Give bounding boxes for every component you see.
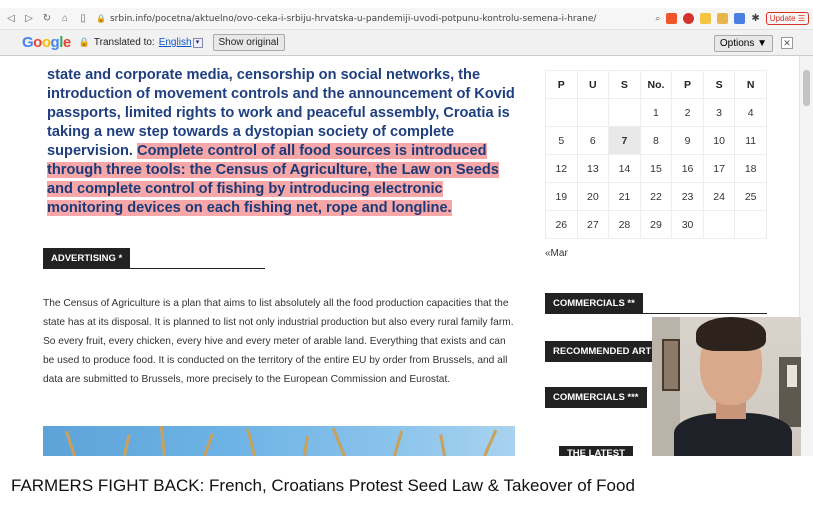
divider <box>545 313 767 314</box>
calendar-day[interactable]: 10 <box>703 127 735 155</box>
calendar-day[interactable]: 26 <box>546 211 578 239</box>
calendar-header-row <box>546 71 767 99</box>
headline-highlight: Complete control of all food sources is introduced through three tools: the Census of Agriculture, the Law on Seeds and complete control of fishing by introducing electronic monitoring devices on each fishing net, rope and longline. <box>47 143 499 216</box>
calendar-week-row <box>546 155 767 183</box>
recommended-articles-label: RECOMMENDED ART <box>545 341 659 362</box>
calendar-day[interactable]: 30 <box>672 211 704 239</box>
show-original-button[interactable]: Show original <box>213 34 285 51</box>
google-translate-bar <box>0 30 813 56</box>
calendar-day[interactable]: 16 <box>672 155 704 183</box>
pencil-extension-icon[interactable] <box>717 13 728 24</box>
calendar-empty-cell <box>546 99 578 127</box>
calendar-day[interactable]: 28 <box>609 211 641 239</box>
the-latest-label: THE LATEST <box>559 446 633 456</box>
weekday-header: No. <box>640 71 672 99</box>
reload-icon[interactable]: ↻ <box>42 13 52 24</box>
calendar-day[interactable]: 6 <box>577 127 609 155</box>
wheat-field-image <box>43 426 515 456</box>
weekday-header: S <box>703 71 735 99</box>
language-link[interactable]: English <box>158 37 192 48</box>
update-button[interactable]: Update ☰ <box>766 12 809 25</box>
options-button[interactable]: Options ▼ <box>714 35 773 52</box>
weekday-header: U <box>577 71 609 99</box>
calendar-day[interactable]: 8 <box>640 127 672 155</box>
presenter-shirt <box>674 413 792 456</box>
calendar-day[interactable]: 14 <box>609 155 641 183</box>
calendar-day[interactable]: 24 <box>703 183 735 211</box>
address-bar[interactable] <box>96 11 655 27</box>
calendar-day[interactable]: 9 <box>672 127 704 155</box>
scrollbar-thumb[interactable] <box>803 70 810 106</box>
page-scrollbar[interactable] <box>799 56 813 456</box>
zoom-icon[interactable]: ⌕ <box>655 13 661 23</box>
calendar-day[interactable]: 25 <box>735 183 767 211</box>
calendar-week-row <box>546 211 767 239</box>
calendar-empty-cell <box>609 99 641 127</box>
url-text: srbin.info/pocetna/aktuelno/ovo-ceka-i-srbiju-hrvatska-u-pandemiji-uvodi-potpunu-kontrolu-semena-i-hrane/ <box>109 13 597 24</box>
calendar-day[interactable]: 4 <box>735 99 767 127</box>
home-icon[interactable]: ⌂ <box>61 13 69 24</box>
calendar-body <box>546 99 767 239</box>
calendar-day[interactable]: 17 <box>703 155 735 183</box>
translate-extension-icon[interactable] <box>734 13 745 24</box>
extension-red-icon[interactable] <box>683 13 694 24</box>
language-dropdown-icon[interactable]: ▾ <box>193 38 203 48</box>
puzzle-icon[interactable]: ✱ <box>751 13 760 24</box>
extension-icons <box>655 13 759 24</box>
commercials-2-label: COMMERCIALS ** <box>545 293 643 314</box>
article-headline <box>47 66 517 218</box>
forward-icon[interactable]: ▷ <box>25 13 33 24</box>
calendar-day[interactable]: 22 <box>640 183 672 211</box>
back-icon[interactable]: ◁ <box>7 13 15 24</box>
lock-icon: 🔒 <box>96 14 106 23</box>
calendar-day[interactable]: 19 <box>546 183 578 211</box>
weekday-header: P <box>672 71 704 99</box>
presenter-hair <box>696 317 766 351</box>
calendar-day[interactable]: 29 <box>640 211 672 239</box>
video-title: FARMERS FIGHT BACK: French, Croatians Protest Seed Law & Takeover of Food <box>11 476 635 495</box>
headline-text: state and corporate media, censorship on social networks, the introduction of movement controls and the announcement of Kovid passports, limited rights to work and peaceful assembly, Croatia is taking a new step towards a dystopian society of complete supervision. <box>47 67 515 159</box>
calendar-day[interactable]: 20 <box>577 183 609 211</box>
wall-picture <box>662 339 680 391</box>
divider <box>43 268 265 269</box>
pen-extension-icon[interactable] <box>700 13 711 24</box>
lock-icon: 🔒 <box>78 37 90 47</box>
calendar-day[interactable]: 7 <box>609 127 641 155</box>
calendar-day[interactable]: 12 <box>546 155 578 183</box>
calendar-day[interactable]: 5 <box>546 127 578 155</box>
advertising-label: ADVERTISING * <box>43 248 130 269</box>
close-icon[interactable]: ✕ <box>781 37 793 49</box>
bookmark-icon[interactable]: ▯ <box>80 13 86 24</box>
calendar-empty-cell <box>703 211 735 239</box>
calendar-week-row <box>546 99 767 127</box>
weekday-header: N <box>735 71 767 99</box>
commercials-3-label: COMMERCIALS *** <box>545 387 647 408</box>
calendar-day[interactable]: 27 <box>577 211 609 239</box>
weekday-header: P <box>546 71 578 99</box>
calendar-day[interactable]: 21 <box>609 183 641 211</box>
calendar-widget <box>545 70 767 239</box>
calendar-empty-cell <box>735 211 767 239</box>
calendar-empty-cell <box>577 99 609 127</box>
update-label: Update <box>769 14 796 23</box>
calendar-week-row <box>546 127 767 155</box>
calendar-day[interactable]: 13 <box>577 155 609 183</box>
calendar-day[interactable]: 15 <box>640 155 672 183</box>
brave-shield-icon[interactable] <box>666 13 677 24</box>
calendar-week-row <box>546 183 767 211</box>
weekday-header: S <box>609 71 641 99</box>
translated-to-label: Translated to: <box>93 37 155 48</box>
calendar-day[interactable]: 11 <box>735 127 767 155</box>
calendar-day[interactable]: 18 <box>735 155 767 183</box>
article-body: The Census of Agriculture is a plan that aims to list absolutely all the food production capacities that the state has at its disposal. It is planned to list not only industrial production but also every rural family farm. So every fruit, every chicken, every hive and every meter of arable land. Everything that exists and can be used to produce food. It is conducted on the territory of the entire EU by order from Brussels, and all data are submitted to Brussels, more precisely to the European Commission and Eurostat. <box>43 298 514 385</box>
calendar-day[interactable]: 3 <box>703 99 735 127</box>
google-logo: Google <box>22 34 71 51</box>
previous-month-link[interactable]: «Mar <box>545 248 568 259</box>
calendar-day[interactable]: 23 <box>672 183 704 211</box>
webcam-overlay <box>652 317 801 456</box>
calendar-day[interactable]: 1 <box>640 99 672 127</box>
browser-toolbar <box>0 8 813 30</box>
calendar-day[interactable]: 2 <box>672 99 704 127</box>
